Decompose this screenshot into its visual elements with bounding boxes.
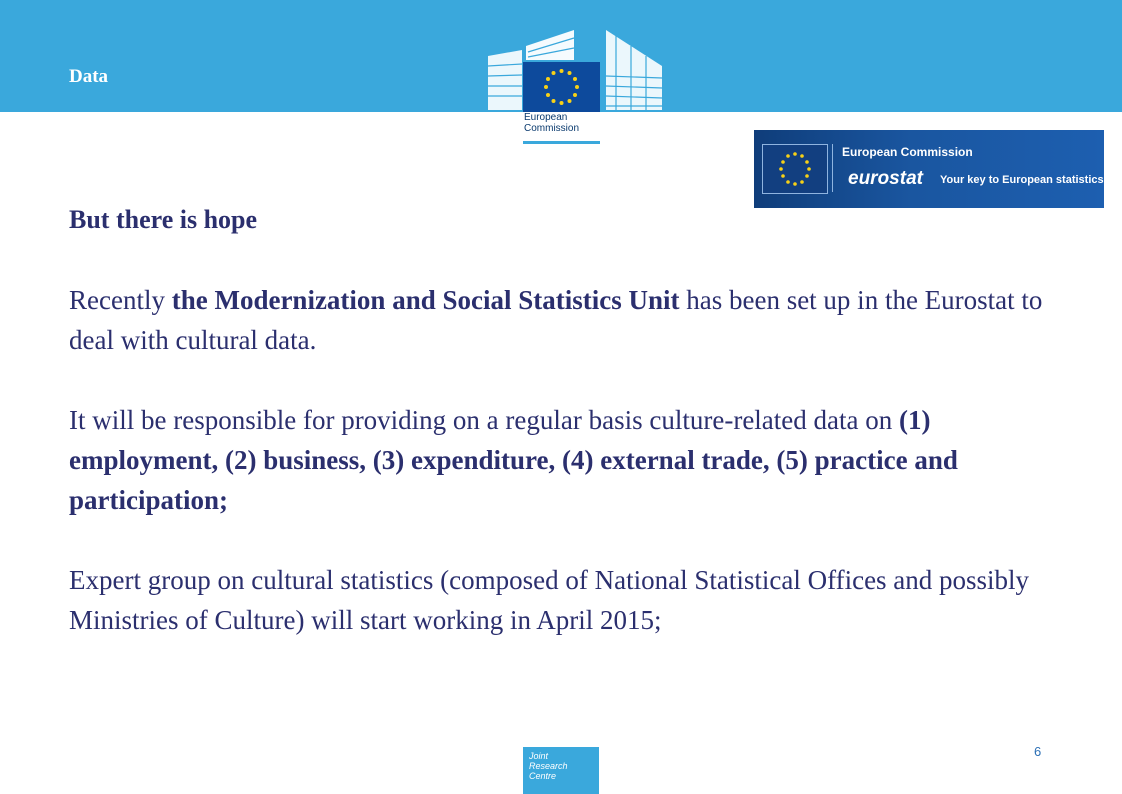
jrc-logo	[523, 747, 599, 794]
logo-underline	[523, 141, 600, 144]
p2-bold: (1) employment, (2) business, (3) expenditure, (4) external trade, (5) practice and participation;	[69, 405, 958, 515]
page-number: 6	[1034, 744, 1042, 759]
paragraph-responsibilities	[69, 400, 1069, 520]
eurostat-banner	[754, 130, 1104, 208]
p1-post: has been set up in the Eurostat to deal with cultural data.	[69, 285, 1043, 355]
jrc-text: Joint Research Centre	[529, 751, 568, 781]
paragraph-expert-group: Expert group on cultural statistics (composed of National Statistical Offices and possibly Ministries of Culture) will start working in April 2015;	[69, 565, 1030, 635]
p2-pre: It will be responsible for providing on a regular basis culture-related data on	[69, 405, 899, 435]
slide-heading: But there is hope	[69, 205, 258, 234]
slide-content	[69, 200, 1069, 640]
commission-building-icon	[486, 26, 664, 112]
p1-pre: Recently	[69, 285, 172, 315]
banner-divider	[832, 144, 833, 192]
p1-bold: the Modernization and Social Statistics Unit	[171, 285, 680, 315]
banner-tagline: Your key to European statistics	[940, 174, 1104, 186]
european-commission-logo	[486, 26, 664, 146]
paragraph-unit	[69, 280, 1069, 360]
section-label: Data	[69, 66, 109, 87]
banner-ec-line: European Commission	[842, 145, 973, 159]
eurostat-wordmark: eurostat	[848, 168, 923, 189]
logo-text: European Commission	[524, 112, 580, 134]
eu-flag-icon	[762, 144, 828, 194]
